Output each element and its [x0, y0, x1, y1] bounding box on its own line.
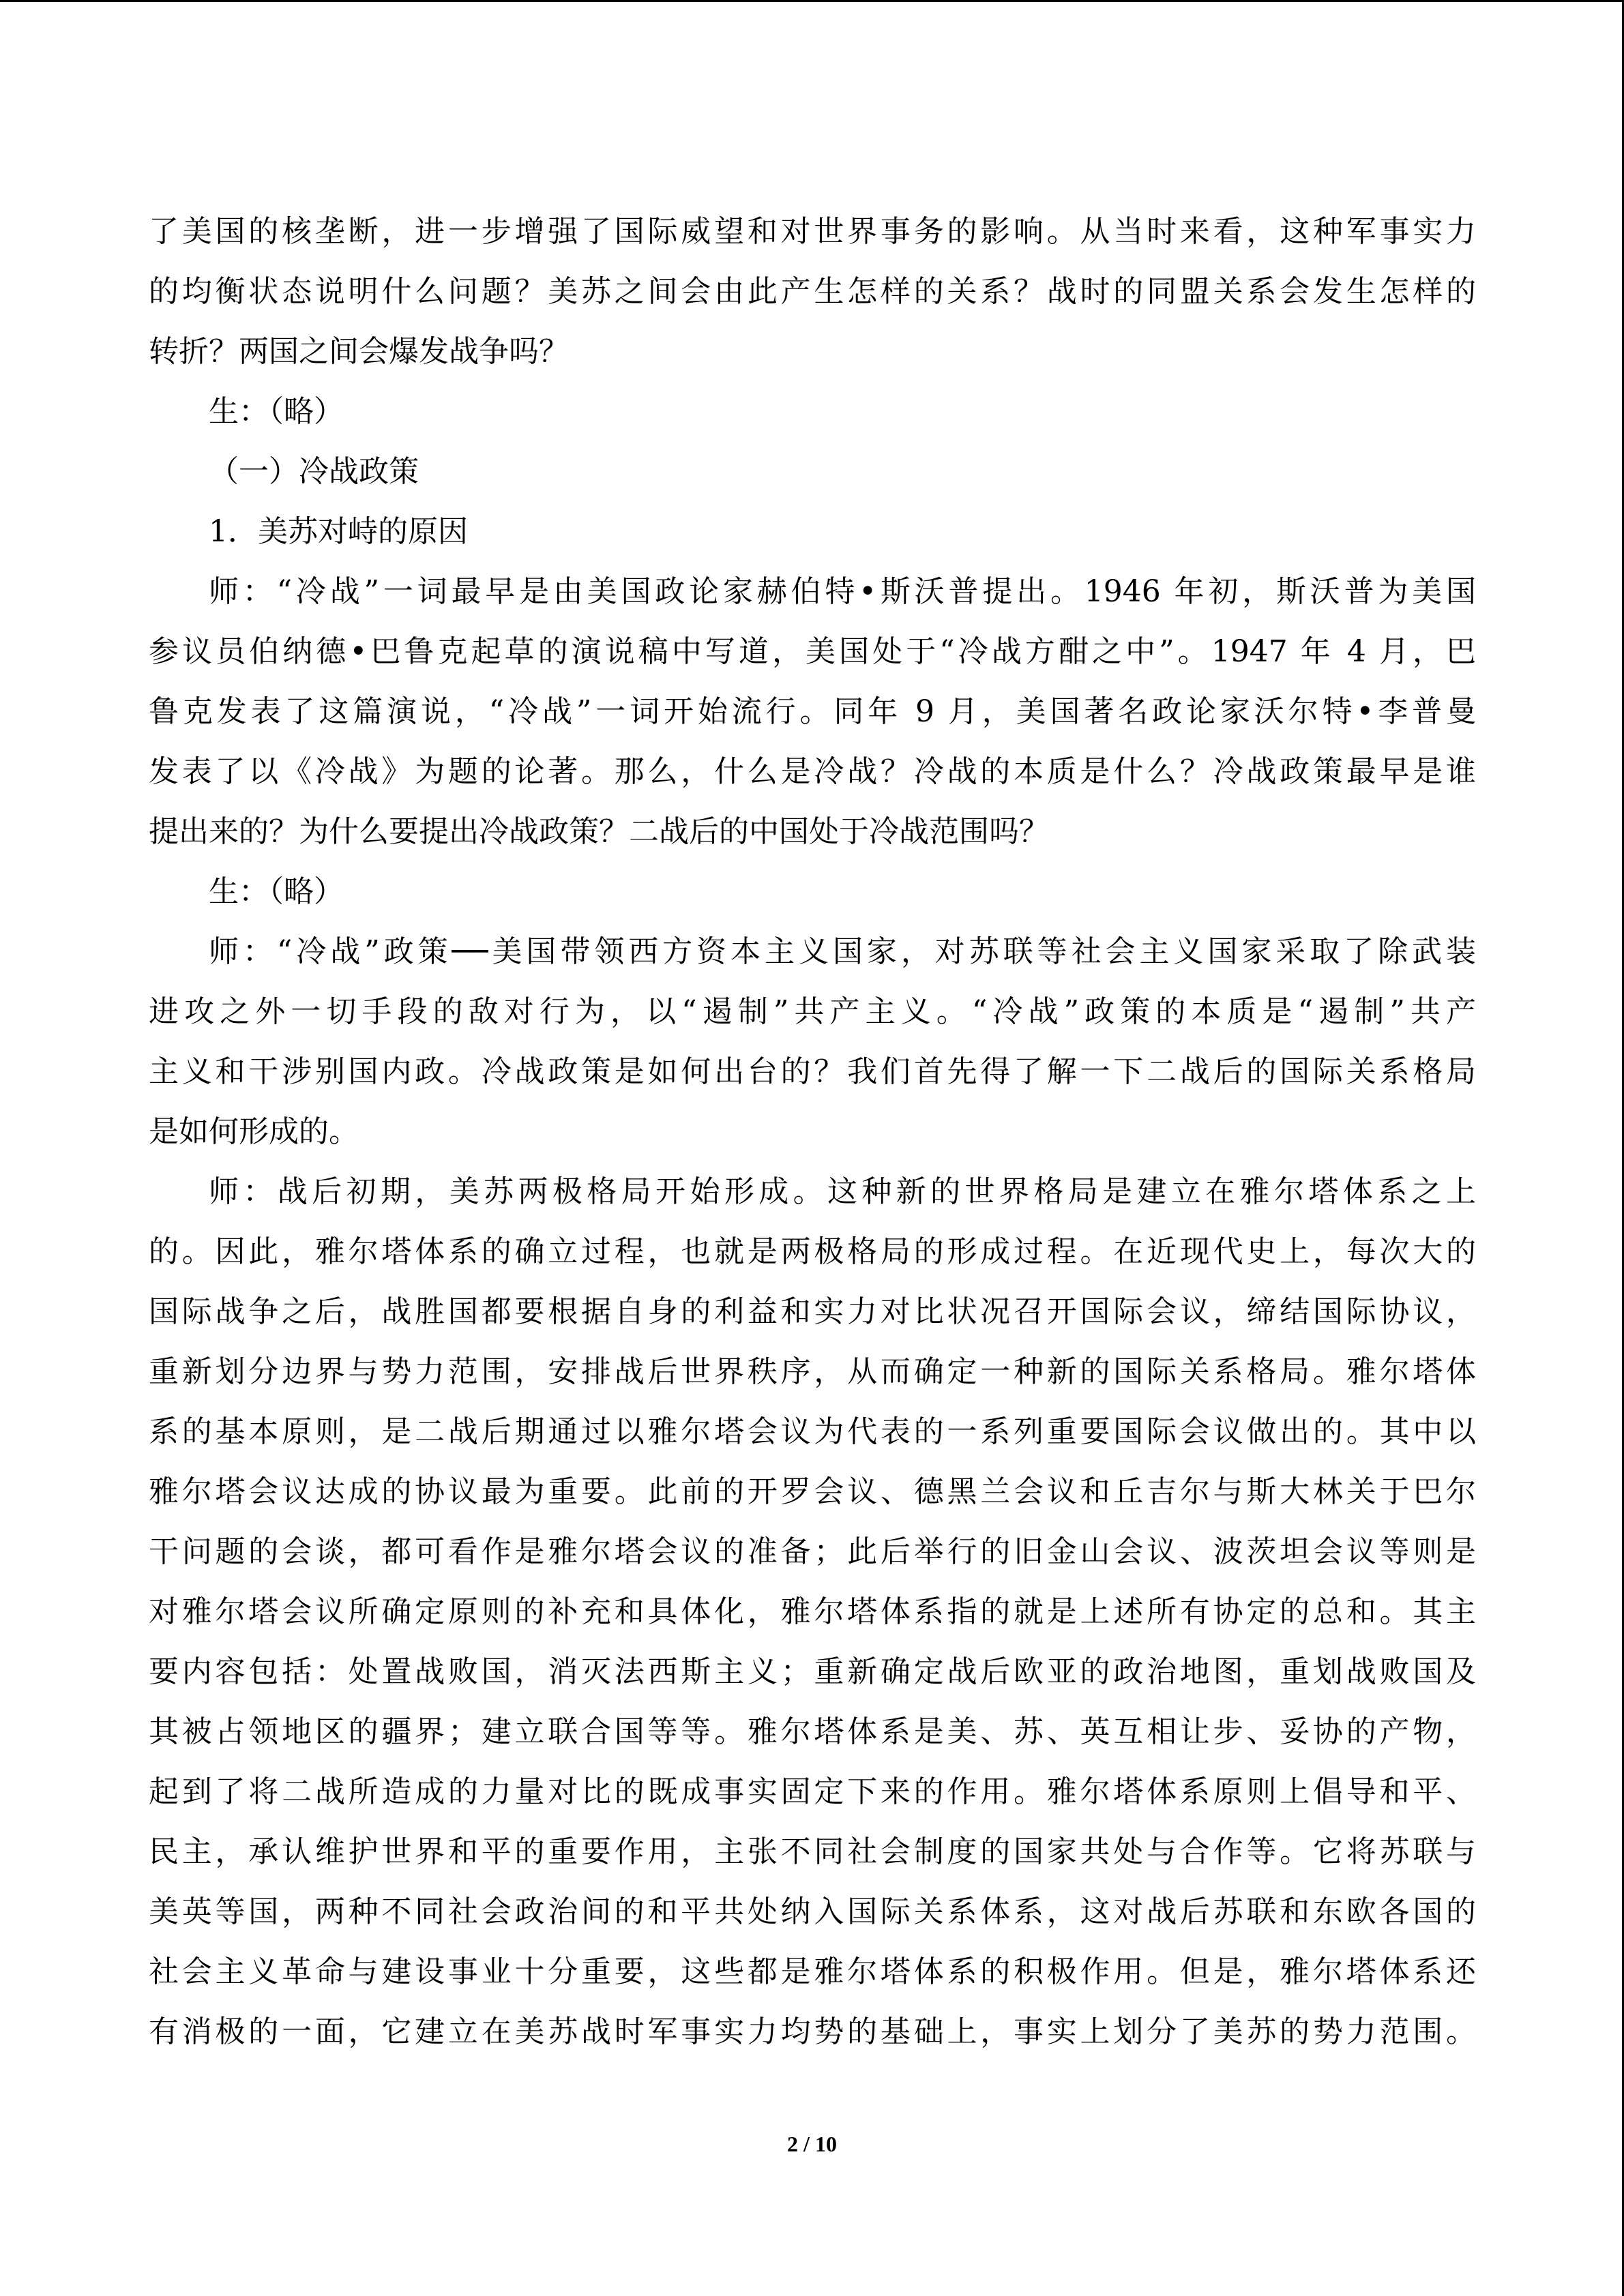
text-line: 的。因此，雅尔塔体系的确立过程，也就是两极格局的形成过程。在近现代史上，每次大的 — [149, 1234, 1476, 1269]
text-line: 师：“冷战”一词最早是由美国政论家赫伯特•斯沃普提出。1946 年初，斯沃普为美国 — [209, 574, 1476, 609]
text-line: 师：战后初期，美苏两极格局开始形成。这种新的世界格局是建立在雅尔塔体系之上 — [209, 1174, 1476, 1209]
text-line: 发表了以《冷战》为题的论著。那么，什么是冷战？冷战的本质是什么？冷战政策最早是谁 — [149, 754, 1476, 789]
text-line: 1．美苏对峙的原因 — [209, 514, 468, 549]
text-line: 美英等国，两种不同社会政治间的和平共处纳入国际关系体系，这对战后苏联和东欧各国的 — [149, 1894, 1476, 1929]
para-teacher-cold-war-definition — [149, 922, 1476, 1162]
text-line: 生：（略） — [209, 394, 344, 429]
text-line: 起到了将二战所造成的力量对比的既成事实固定下来的作用。雅尔塔体系原则上倡导和平、 — [149, 1774, 1476, 1809]
text-line: 民主，承认维护世界和平的重要作用，主张不同社会制度的国家共处与合作等。它将苏联与 — [149, 1834, 1476, 1869]
text-line: 重新划分边界与势力范围，安排战后世界秩序，从而确定一种新的国际关系格局。雅尔塔体 — [149, 1354, 1476, 1389]
text-line: 是如何形成的。 — [149, 1114, 359, 1149]
para-teacher-cold-war-origin — [149, 562, 1476, 862]
text-line: 提出来的？为什么要提出冷战政策？二战后的中国处于冷战范围吗？ — [149, 814, 1049, 849]
para-student-reply-1 — [149, 382, 1476, 442]
text-line: 主义和干涉别国内政。冷战政策是如何出台的？我们首先得了解一下二战后的国际关系格局 — [149, 1054, 1476, 1089]
text-line: 干问题的会谈，都可看作是雅尔塔会议的准备；此后举行的旧金山会议、波茨坦会议等则是 — [149, 1534, 1476, 1569]
para-teacher-yalta-system — [149, 1162, 1476, 2062]
text-line: 进攻之外一切手段的敌对行为，以“遏制”共产主义。“冷战”政策的本质是“遏制”共产 — [149, 994, 1476, 1029]
text-line: 对雅尔塔会议所确定原则的补充和具体化，雅尔塔体系指的就是上述所有协定的总和。其主 — [149, 1594, 1476, 1629]
text-line: 国际战争之后，战胜国都要根据自身的利益和实力对比状况召开国际会议，缔结国际协议， — [149, 1294, 1476, 1329]
subsection-heading — [149, 502, 1476, 562]
text-line: 要内容包括：处置战败国，消灭法西斯主义；重新确定战后欧亚的政治地图，重划战败国及 — [149, 1654, 1476, 1689]
text-line: 雅尔塔会议达成的协议最为重要。此前的开罗会议、德黑兰会议和丘吉尔与斯大林关于巴尔 — [149, 1474, 1476, 1509]
text-line: 生：（略） — [209, 874, 344, 909]
text-line: 社会主义革命与建设事业十分重要，这些都是雅尔塔体系的积极作用。但是，雅尔塔体系还 — [149, 1954, 1476, 1989]
document-body — [149, 202, 1476, 2062]
section-heading — [149, 442, 1476, 502]
text-line: 有消极的一面，它建立在美苏战时军事实力均势的基础上，事实上划分了美苏的势力范围。 — [149, 2014, 1476, 2049]
para-intro-continuation — [149, 202, 1476, 382]
text-line: 参议员伯纳德•巴鲁克起草的演说稿中写道，美国处于“冷战方酣之中”。1947 年 4 月，巴 — [149, 634, 1476, 669]
text-line: 鲁克发表了这篇演说，“冷战”一词开始流行。同年 9 月，美国著名政论家沃尔特•李普曼 — [149, 694, 1476, 729]
text-line: 转折？两国之间会爆发战争吗？ — [149, 334, 569, 369]
text-line: 师：“冷战”政策──美国带领西方资本主义国家，对苏联等社会主义国家采取了除武装 — [209, 934, 1476, 969]
text-line: 系的基本原则，是二战后期通过以雅尔塔会议为代表的一系列重要国际会议做出的。其中以 — [149, 1414, 1476, 1449]
text-line: 其被占领地区的疆界；建立联合国等等。雅尔塔体系是美、苏、英互相让步、妥协的产物， — [149, 1714, 1476, 1749]
para-student-reply-2 — [149, 862, 1476, 922]
text-line: 了美国的核垄断，进一步增强了国际威望和对世界事务的影响。从当时来看，这种军事实力 — [149, 214, 1476, 249]
text-line: （一）冷战政策 — [209, 454, 419, 489]
text-line: 的均衡状态说明什么问题？美苏之间会由此产生怎样的关系？战时的同盟关系会发生怎样的 — [149, 274, 1476, 309]
page-number: 2 / 10 — [787, 2132, 837, 2156]
